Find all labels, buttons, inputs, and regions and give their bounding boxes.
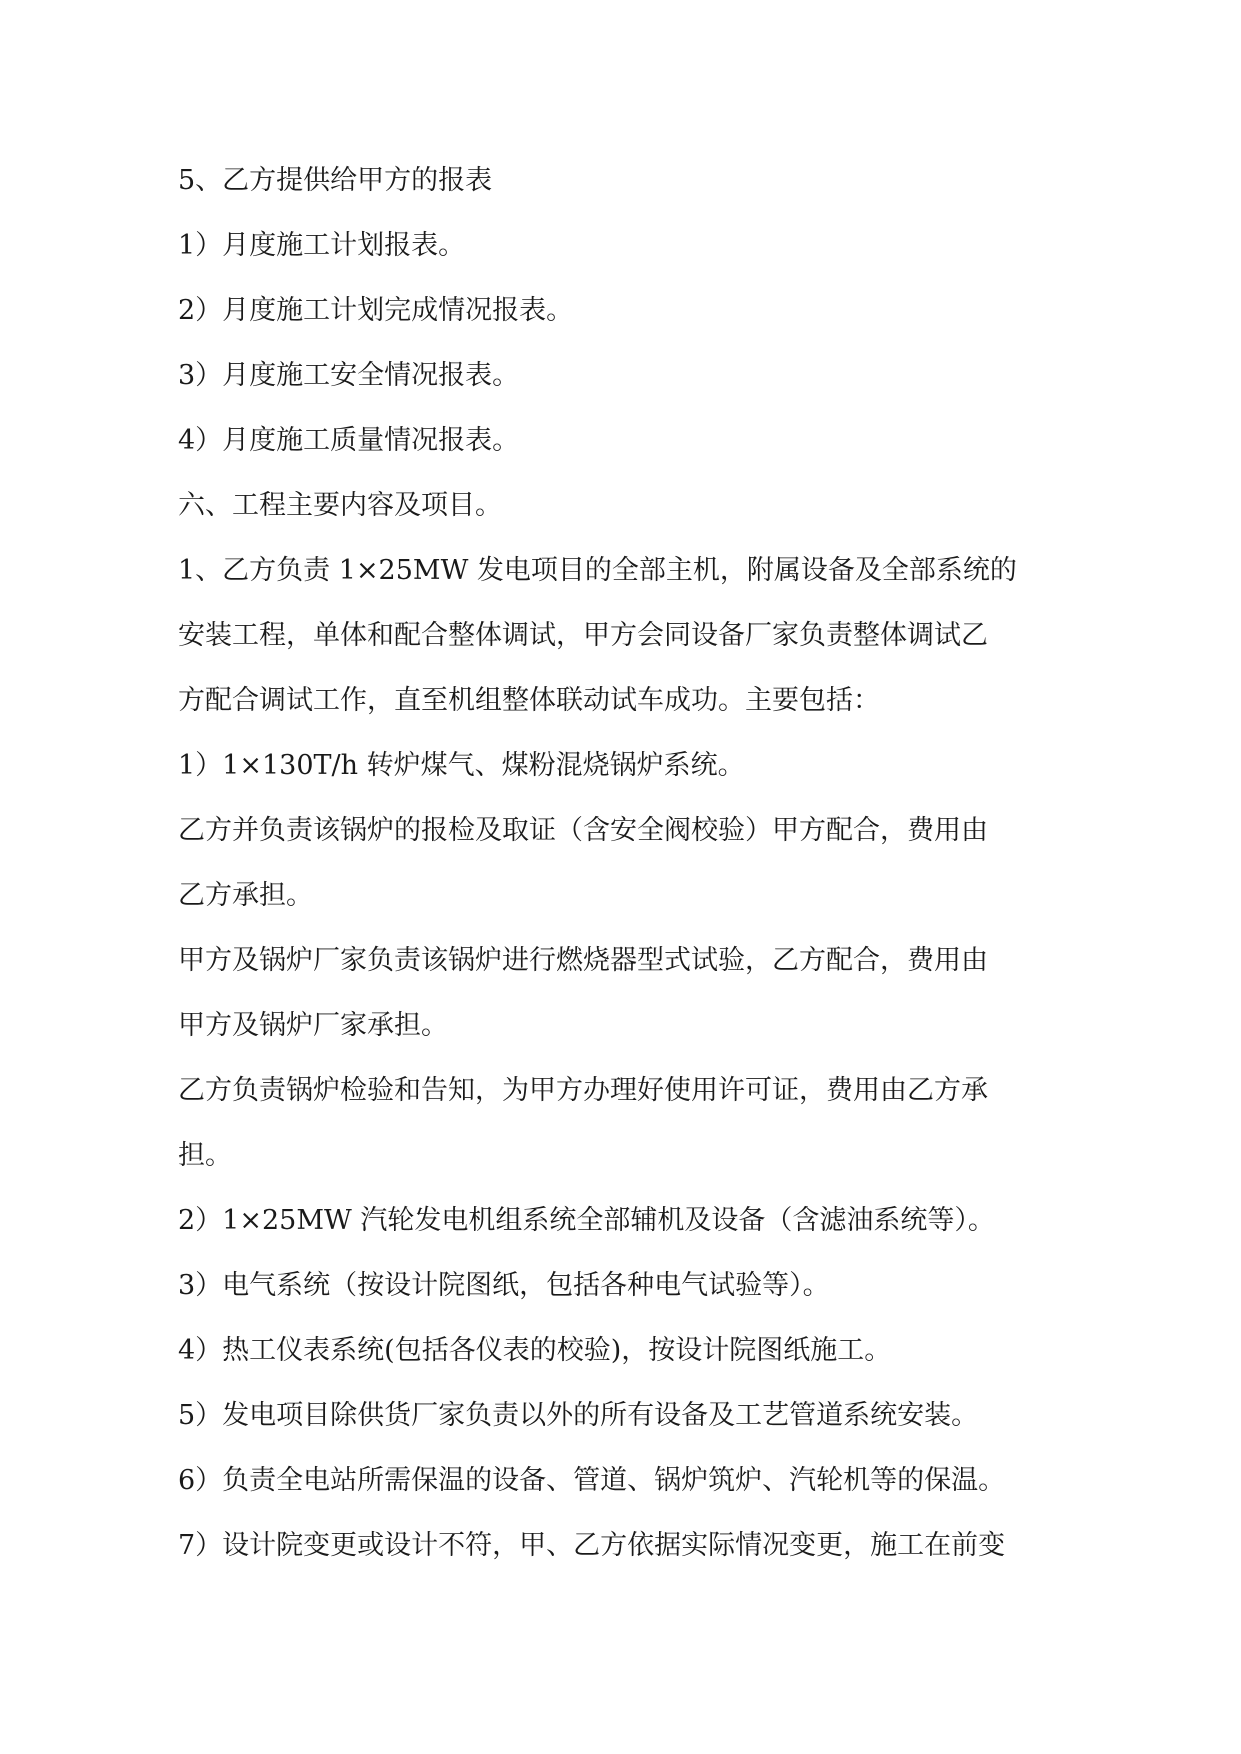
list-item: 3）月度施工安全情况报表。 [178, 360, 520, 391]
list-item: 5）发电项目除供货厂家负责以外的所有设备及工艺管道系统安装。 [178, 1400, 979, 1431]
list-item: 2）1×25MW 汽轮发电机组系统全部辅机及设备（含滤油系统等）。 [178, 1205, 995, 1236]
list-item: 3）电气系统（按设计院图纸，包括各种电气试验等）。 [178, 1270, 830, 1301]
paragraph-line: 安装工程，单体和配合整体调试，甲方会同设备厂家负责整体调试乙 [178, 620, 988, 651]
paragraph-line: 甲方及锅炉厂家负责该锅炉进行燃烧器型式试验，乙方配合，费用由 [178, 945, 988, 976]
list-item: 1）1×130T/h 转炉煤气、煤粉混烧锅炉系统。 [178, 750, 745, 781]
paragraph-line: 1、乙方负责 1×25MW 发电项目的全部主机，附属设备及全部系统的 [178, 555, 1017, 586]
paragraph-line: 乙方承担。 [178, 880, 313, 911]
list-item: 6）负责全电站所需保温的设备、管道、锅炉筑炉、汽轮机等的保温。 [178, 1465, 1006, 1496]
paragraph-line: 乙方并负责该锅炉的报检及取证（含安全阀校验）甲方配合，费用由 [178, 815, 988, 846]
document-body [178, 148, 1068, 1578]
section-heading: 六、工程主要内容及项目。 [178, 490, 502, 521]
paragraph-line: 甲方及锅炉厂家承担。 [178, 1010, 448, 1041]
section-heading: 5、乙方提供给甲方的报表 [178, 165, 493, 196]
paragraph-line: 担。 [178, 1140, 232, 1171]
paragraph-line: 乙方负责锅炉检验和告知，为甲方办理好使用许可证，费用由乙方承 [178, 1075, 988, 1106]
paragraph-line: 方配合调试工作，直至机组整体联动试车成功。主要包括： [178, 685, 880, 716]
list-item: 7）设计院变更或设计不符，甲、乙方依据实际情况变更，施工在前变 [178, 1530, 1006, 1561]
list-item: 2）月度施工计划完成情况报表。 [178, 295, 574, 326]
list-item: 1）月度施工计划报表。 [178, 230, 466, 261]
list-item: 4）热工仪表系统(包括各仪表的校验)，按设计院图纸施工。 [178, 1335, 892, 1366]
list-item: 4）月度施工质量情况报表。 [178, 425, 520, 456]
